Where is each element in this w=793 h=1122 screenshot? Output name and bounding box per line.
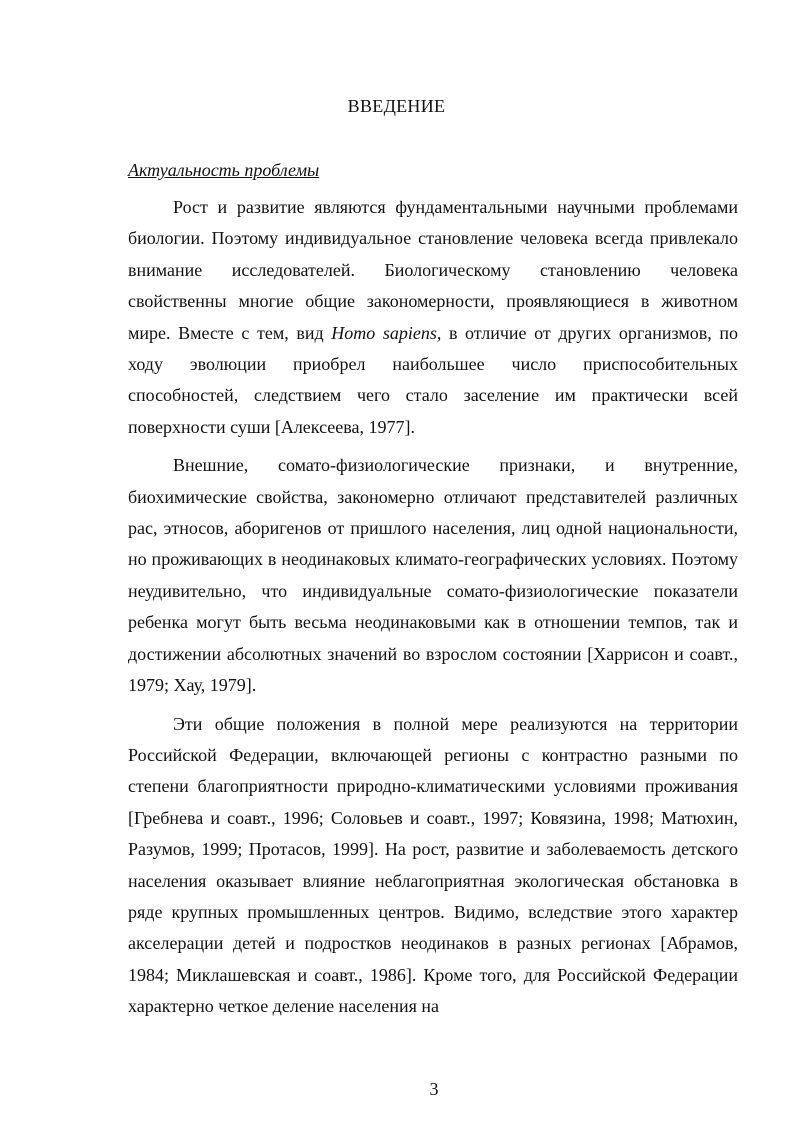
- section-heading: Актуальность проблемы: [128, 160, 320, 180]
- paragraph-3: Эти общие положения в полной мере реализуются на территории Российской Федерации, включающей регионы с контрастно разными по степени благоприятности природно-климатическими условиями проживания [Гребнева и соавт., 1996; Соловьев и соавт., 1997; Ковязина, 1998; Матюхин, Разумов, 1999; Протасов, 1999]. На рост, развитие и заболеваемость детского населения оказывает влияние неблагоприятная экологическая обстановка в ряде крупных промышленных центров. Видимо, вследствие этого характер акселерации детей и подростков неодинаков в разных регионах [Абрамов, 1984; Миклашевская и соавт., 1986]. Кроме того, для Российской Федерации характерно четкое деление населения на: [128, 713, 738, 1017]
- body-text: [128, 192, 738, 1023]
- paragraph-1-end: , в отличие от других организмов, по ходу эволюции приобрел наибольшее число приспособительных способностей, следствием чего стало заселение им практически всей поверхности суши [Алексеева, 1977].: [128, 322, 739, 437]
- page-title: ВВЕДЕНИЕ: [347, 96, 446, 116]
- paragraph-1: [128, 192, 738, 443]
- page-number: 3: [429, 1079, 439, 1099]
- paragraph-1-start: Рост и развитие являются фундаментальными научными проблемами биологии. Поэтому индивидуальное становление человека всегда привлекало внимание исследователей. Биологическому становлению человека свойственны многие общие закономерности, проявляющиеся в животном мире. Вместе с тем, вид: [128, 197, 738, 343]
- paragraph-2: Внешние, сомато-физиологические признаки, и внутренние, биохимические свойства, закономерно отличают представителей различных рас, этносов, аборигенов от пришлого населения, лиц одной национальности, но проживающих в неодинаковых климато-географических условиях. Поэтому неудивительно, что индивидуальные сомато-физиологические показатели ребенка могут быть весьма неодинаковыми как в отношении темпов, так и достижении абсолютных значений во взрослом состоянии [Харрисон и соавт., 1979; Хау, 1979].: [128, 455, 738, 696]
- species-name: Homo sapiens: [331, 322, 437, 343]
